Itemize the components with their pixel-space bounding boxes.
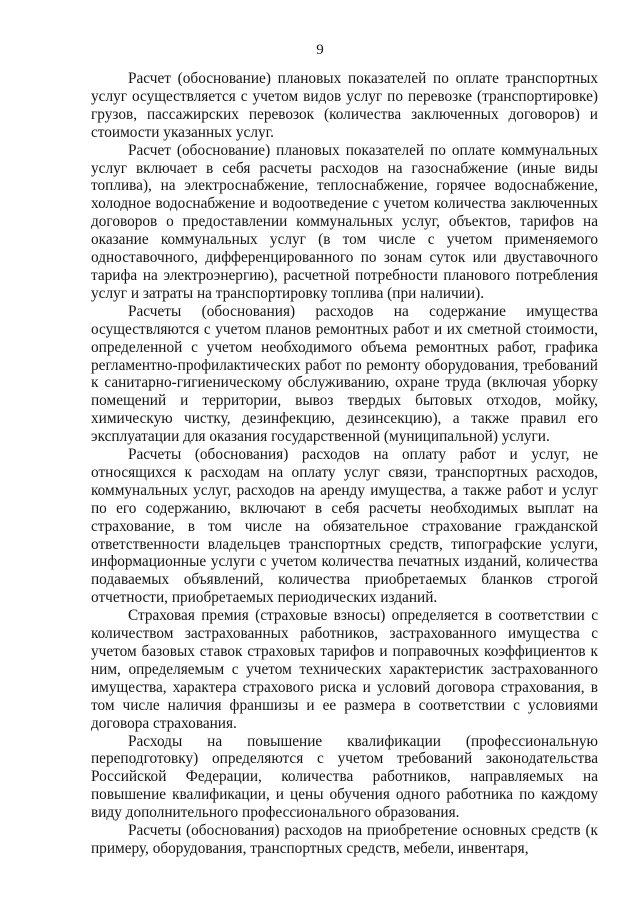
document-body bbox=[91, 70, 598, 858]
paragraph-fixed-assets: Расчеты (обоснования) расходов на приобретение основных средств (к примеру, оборудования, транспортных средств, мебели, инвентаря, bbox=[91, 822, 598, 857]
paragraph-utility-services: Расчет (обоснование) плановых показателей по оплате коммунальных услуг включает в себя расчеты расходов на газоснабжение (иные виды топлива), на электроснабжение, теплоснабжение, горячее водоснабжение, холодное водоснабжение и водоотведение с учетом количества заключенных договоров о предоставлении коммунальных услуг, объектов, тарифов на оказание коммунальных услуг (в том числе с учетом применяемого одноставочного, дифференцированного по зонам суток или двуставочного тарифа на электроэнергию), расчетной потребности планового потребления услуг и затраты на транспортировку топлива (при наличии). bbox=[91, 141, 598, 302]
paragraph-insurance-premium: Страховая премия (страховые взносы) определяется в соответствии с количеством застрахованных работников, застрахованного имущества с учетом базовых ставок страховых тарифов и поправочных коэффициентов к ним, определяемым с учетом технических характеристик застрахованного имущества, характера страхового риска и условий договора страхования, в том числе наличия франшизы и ее размера в соответствии с условиями договора страхования. bbox=[91, 607, 598, 732]
paragraph-professional-training: Расходы на повышение квалификации (профессиональную переподготовку) определяются с учетом требований законодательства Российской Федерации, количества работников, направляемых на повышение квалификации, и цены обучения одного работника по каждому виду дополнительного профессионального образования. bbox=[91, 732, 598, 822]
paragraph-property-maintenance: Расчеты (обоснования) расходов на содержание имущества осуществляются с учетом планов ремонтных работ и их сметной стоимости, определенной с учетом необходимого объема ремонтных работ, графика регламентно-профилактических работ по ремонту оборудования, требований к санитарно-гигиеническому обслуживанию, охране труда (включая уборку помещений и территории, вывоз твердых бытовых отходов, мойку, химическую чистку, дезинфекцию, дезинсекцию), а также правил его эксплуатации для оказания государственной (муниципальной) услуги. bbox=[91, 302, 598, 446]
page-number: 9 bbox=[316, 42, 324, 58]
paragraph-other-works-services: Расчеты (обоснования) расходов на оплату работ и услуг, не относящихся к расходам на оплату услуг связи, транспортных расходов, коммунальных услуг, расходов на аренду имущества, а также работ и услуг по его содержанию, включают в себя расчеты необходимых выплат на страхование, в том числе на обязательное страхование гражданской ответственности владельцев транспортных средств, типографские услуги, информационные услуги с учетом количества печатных изданий, количества подаваемых объявлений, количества приобретаемых бланков строгой отчетности, приобретаемых периодических изданий. bbox=[91, 446, 598, 607]
paragraph-transport-services: Расчет (обоснование) плановых показателей по оплате транспортных услуг осуществляется с учетом видов услуг по перевозке (транспортировке) грузов, пассажирских перевозок (количества заключенных договоров) и стоимости указанных услуг. bbox=[91, 70, 598, 141]
